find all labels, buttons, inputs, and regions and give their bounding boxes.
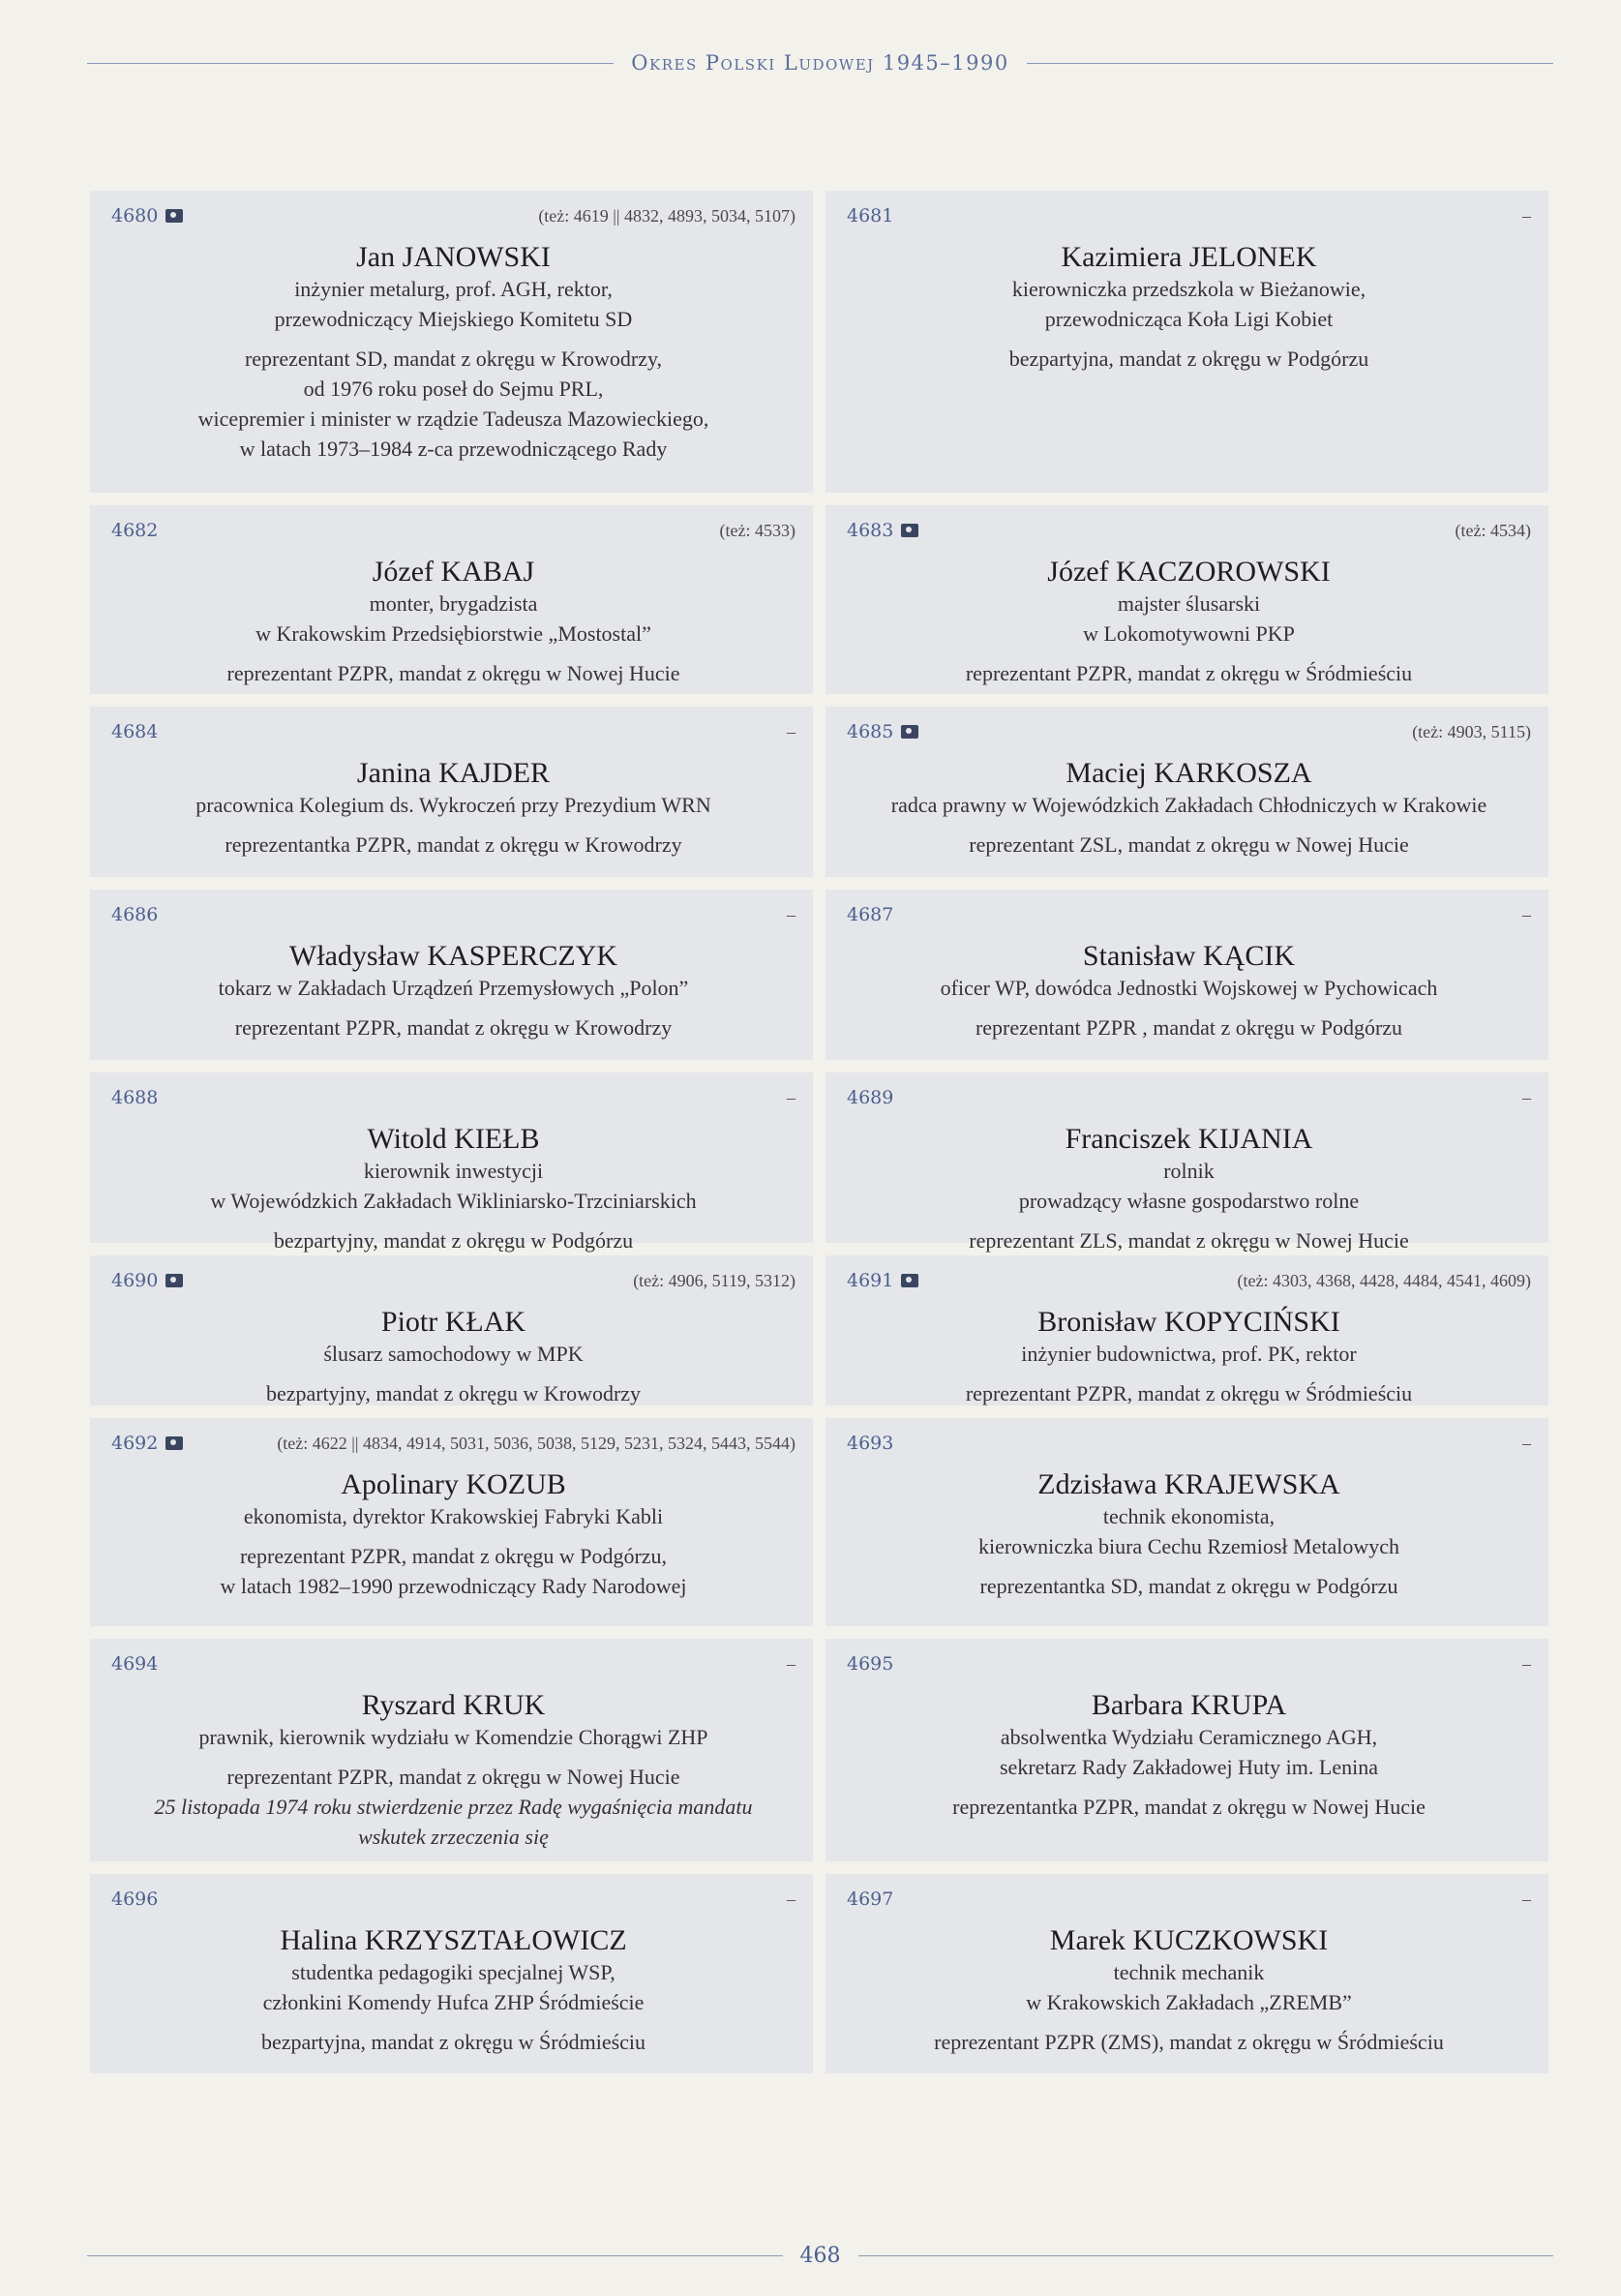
entry-cross-references: (też: 4622 || 4834, 4914, 5031, 5036, 5038, 5129, 5231, 5324, 5443, 5544) xyxy=(277,1433,795,1453)
entry-header xyxy=(847,720,1531,743)
mandate-line: w latach 1973–1984 z-ca przewodniczącego Rady xyxy=(239,437,668,461)
role-line: w Krakowskich Zakładach „ZREMB” xyxy=(1026,1990,1352,2014)
person-name: Zdzisława KRAJEWSKA xyxy=(1037,1468,1340,1500)
entry-card xyxy=(826,1255,1548,1405)
entry-number xyxy=(847,1270,918,1291)
role-line: ekonomista, dyrektor Krakowskiej Fabryki Kabli xyxy=(243,1504,664,1528)
page-number: 468 xyxy=(799,2243,841,2268)
entry-header xyxy=(111,1269,795,1292)
entry-number-text: 4690 xyxy=(111,1270,159,1291)
mandate-line: reprezentantka SD, mandat z okręgu w Podgórzu xyxy=(979,1574,1398,1598)
entry-number xyxy=(847,1433,893,1454)
spacer xyxy=(111,1752,795,1762)
entry-header xyxy=(111,519,795,542)
camera-icon xyxy=(901,1274,918,1287)
person-name: Władysław KASPERCZYK xyxy=(288,940,618,972)
entries-grid xyxy=(90,191,1548,2073)
header-rule-left xyxy=(87,63,614,64)
entry-card xyxy=(826,1418,1548,1626)
entry-number-text: 4687 xyxy=(847,904,894,925)
entry-number-text: 4681 xyxy=(847,205,894,227)
mandate-line: reprezentant PZPR, mandat z okręgu w Śródmieściu xyxy=(965,661,1413,685)
spacer xyxy=(111,820,795,830)
entry-number xyxy=(847,721,918,742)
entry-number xyxy=(111,904,158,925)
mandate-line: reprezentant PZPR, mandat z okręgu w Nowej Hucie xyxy=(226,661,680,685)
entry-header xyxy=(111,204,795,227)
entry-cross-references: (też: 4619 || 4832, 4893, 5034, 5107) xyxy=(538,205,795,226)
entry-number-text: 4691 xyxy=(847,1270,894,1291)
entry-cross-references: – xyxy=(787,1888,795,1909)
spacer xyxy=(847,1369,1531,1378)
entry-cross-references: (też: 4533) xyxy=(719,520,795,540)
entry-number-text: 4682 xyxy=(111,520,159,541)
role-line: prawnik, kierownik wydziału w Komendzie Chorągwi ZHP xyxy=(198,1725,708,1749)
entry-card xyxy=(90,890,813,1060)
mandate-line: reprezentant SD, mandat z okręgu w Krowodrzy, xyxy=(244,347,663,371)
entry-header xyxy=(847,1652,1531,1676)
entry-number xyxy=(847,904,893,925)
entry-header xyxy=(111,1888,795,1911)
entry-number-text: 4688 xyxy=(111,1087,159,1108)
spacer xyxy=(847,1782,1531,1792)
entry-number xyxy=(111,1653,158,1675)
mandate-line: reprezentant PZPR , mandat z okręgu w Podgórzu xyxy=(975,1015,1403,1040)
role-line: przewodniczący Miejskiego Komitetu SD xyxy=(274,307,633,331)
person-name: Maciej KARKOSZA xyxy=(1066,757,1312,789)
entry-cross-references: – xyxy=(1522,904,1531,924)
entry-card xyxy=(90,1639,813,1861)
person-name: Bronisław KOPYCIŃSKI xyxy=(1037,1306,1340,1338)
entry-cross-references: – xyxy=(787,721,795,741)
running-header-title: Okres Polski Ludowej 1945–1990 xyxy=(631,51,1009,75)
person-name: Halina KRZYSZTAŁOWICZ xyxy=(280,1924,627,1956)
entry-cross-references: (też: 4303, 4368, 4428, 4484, 4541, 4609) xyxy=(1237,1270,1531,1290)
entry-cross-references: – xyxy=(1522,1433,1531,1453)
person-name: Witold KIEŁB xyxy=(367,1123,540,1155)
spacer xyxy=(111,334,795,344)
role-line: monter, brygadzista xyxy=(369,591,538,616)
entry-number-text: 4697 xyxy=(847,1888,894,1910)
entry-number xyxy=(847,1087,893,1108)
entry-number-text: 4685 xyxy=(847,721,894,742)
entry-number xyxy=(111,1087,158,1108)
mandate-line: reprezentant ZLS, mandat z okręgu w Nowej Hucie xyxy=(969,1228,1409,1253)
camera-icon xyxy=(901,524,918,537)
role-line: absolwentka Wydziału Ceramicznego AGH, xyxy=(1000,1725,1378,1749)
person-name: Józef KACZOROWSKI xyxy=(1047,556,1331,588)
entry-number-text: 4684 xyxy=(111,721,159,742)
role-line: w Wojewódzkich Zakładach Wikliniarsko-Trzciniarskich xyxy=(210,1189,697,1213)
entry-card xyxy=(826,890,1548,1060)
entry-card xyxy=(826,1072,1548,1253)
entry-number-text: 4680 xyxy=(111,205,159,227)
entry-header xyxy=(847,204,1531,227)
entry-number xyxy=(111,1433,183,1454)
person-name: Ryszard KRUK xyxy=(361,1689,546,1721)
entry-cross-references: (też: 4534) xyxy=(1455,520,1531,540)
entry-number-text: 4686 xyxy=(111,904,159,925)
mandate-line: reprezentantka PZPR, mandat z okręgu w Krowodrzy xyxy=(225,832,682,857)
person-name: Stanisław KĄCIK xyxy=(1082,940,1296,972)
entry-card xyxy=(90,191,813,493)
mandate-line: bezpartyjny, mandat z okręgu w Krowodrzy xyxy=(265,1381,642,1405)
entry-card xyxy=(826,1874,1548,2073)
camera-icon xyxy=(165,1436,183,1450)
header-rule-right xyxy=(1027,63,1553,64)
entry-number xyxy=(111,721,158,742)
entry-number xyxy=(847,520,918,541)
running-header xyxy=(87,48,1553,77)
spacer xyxy=(847,1561,1531,1571)
mandate-line: w latach 1982–1990 przewodniczący Rady Narodowej xyxy=(220,1574,687,1598)
mandate-line: reprezentant PZPR (ZMS), mandat z okręgu w Śródmieściu xyxy=(934,2030,1444,2054)
spacer xyxy=(111,649,795,658)
entry-card xyxy=(90,505,813,694)
entry-header xyxy=(111,1432,795,1455)
entry-number xyxy=(111,1270,183,1291)
entry-number-text: 4693 xyxy=(847,1433,894,1454)
entry-card xyxy=(826,191,1548,493)
person-name: Jan JANOWSKI xyxy=(356,241,551,273)
note-line: 25 listopada 1974 roku stwierdzenie przez Radę wygaśnięcia mandatu xyxy=(154,1795,753,1819)
entry-header xyxy=(847,903,1531,926)
entry-cross-references: (też: 4903, 5115) xyxy=(1412,721,1531,741)
role-line: technik ekonomista, xyxy=(1102,1504,1276,1528)
entry-number-text: 4696 xyxy=(111,1888,159,1910)
entry-cross-references: – xyxy=(787,904,795,924)
person-name: Janina KAJDER xyxy=(356,757,551,789)
role-line: ślusarz samochodowy w MPK xyxy=(323,1342,584,1366)
role-line: pracownica Kolegium ds. Wykroczeń przy Prezydium WRN xyxy=(195,793,711,817)
mandate-line: bezpartyjna, mandat z okręgu w Podgórzu xyxy=(1008,347,1369,371)
note-line: wskutek zrzeczenia się xyxy=(358,1825,549,1849)
spacer xyxy=(111,1369,795,1378)
mandate-line: od 1976 roku poseł do Sejmu PRL, xyxy=(303,377,604,401)
entry-cross-references: – xyxy=(787,1087,795,1107)
role-line: oficer WP, dowódca Jednostki Wojskowej w Pychowicach xyxy=(940,976,1438,1000)
entry-cross-references: – xyxy=(1522,1653,1531,1674)
entry-header xyxy=(847,1888,1531,1911)
entry-cross-references: – xyxy=(787,1653,795,1674)
entry-header xyxy=(847,519,1531,542)
role-line: technik mechanik xyxy=(1113,1960,1265,1984)
entry-number-text: 4683 xyxy=(847,520,894,541)
role-line: studentka pedagogiki specjalnej WSP, xyxy=(291,1960,615,1984)
spacer xyxy=(847,1003,1531,1012)
mandate-line: reprezentant PZPR, mandat z okręgu w Krowodrzy xyxy=(234,1015,673,1040)
mandate-line: reprezentant PZPR, mandat z okręgu w Śródmieściu xyxy=(965,1381,1413,1405)
entry-header xyxy=(847,1086,1531,1109)
entry-number xyxy=(111,1888,158,1910)
mandate-line: bezpartyjny, mandat z okręgu w Podgórzu xyxy=(273,1228,634,1253)
spacer xyxy=(847,1216,1531,1225)
entry-cross-references: (też: 4906, 5119, 5312) xyxy=(633,1270,795,1290)
entry-header xyxy=(111,720,795,743)
person-name: Józef KABAJ xyxy=(372,556,535,588)
entry-number-text: 4695 xyxy=(847,1653,894,1675)
spacer xyxy=(111,1531,795,1541)
role-line: w Lokomotywowni PKP xyxy=(1083,621,1295,646)
spacer xyxy=(847,820,1531,830)
role-line: kierowniczka biura Cechu Rzemiosł Metalowych xyxy=(978,1534,1399,1558)
entry-number xyxy=(847,1888,893,1910)
entry-card xyxy=(90,1874,813,2073)
entry-header xyxy=(111,1086,795,1109)
entry-cross-references: – xyxy=(1522,205,1531,226)
page-footer xyxy=(87,2241,1553,2270)
mandate-line: wicepremier i minister w rządzie Tadeusza Mazowieckiego, xyxy=(197,407,709,431)
role-line: przewodnicząca Koła Ligi Kobiet xyxy=(1044,307,1334,331)
entry-card xyxy=(826,707,1548,877)
mandate-line: reprezentant PZPR, mandat z okręgu w Podgórzu, xyxy=(239,1544,668,1568)
entry-number xyxy=(111,205,183,227)
role-line: kierowniczka przedszkola w Bieżanowie, xyxy=(1011,277,1366,301)
entry-header xyxy=(847,1432,1531,1455)
entry-header xyxy=(111,903,795,926)
entry-card xyxy=(826,1639,1548,1861)
role-line: radca prawny w Wojewódzkich Zakładach Chłodniczych w Krakowie xyxy=(890,793,1487,817)
entry-number-text: 4694 xyxy=(111,1653,159,1675)
mandate-line: reprezentantka PZPR, mandat z okręgu w Nowej Hucie xyxy=(952,1795,1426,1819)
person-name: Barbara KRUPA xyxy=(1091,1689,1287,1721)
entry-card xyxy=(90,1418,813,1626)
entry-number-text: 4689 xyxy=(847,1087,894,1108)
camera-icon xyxy=(901,725,918,739)
mandate-line: bezpartyjna, mandat z okręgu w Śródmieściu xyxy=(260,2030,646,2054)
entry-card xyxy=(90,1072,813,1253)
role-line: tokarz w Zakładach Urządzeń Przemysłowych „Polon” xyxy=(218,976,689,1000)
person-name: Piotr KŁAK xyxy=(380,1306,526,1338)
person-name: Apolinary KOZUB xyxy=(341,1468,566,1500)
entry-cross-references: – xyxy=(1522,1888,1531,1909)
mandate-line: reprezentant PZPR, mandat z okręgu w Nowej Hucie xyxy=(226,1765,680,1789)
footer-rule-left xyxy=(87,2255,783,2256)
entry-cross-references: – xyxy=(1522,1087,1531,1107)
camera-icon xyxy=(165,1274,183,1287)
spacer xyxy=(111,1216,795,1225)
person-name: Franciszek KIJANIA xyxy=(1065,1123,1313,1155)
entry-header xyxy=(111,1652,795,1676)
entry-card xyxy=(90,707,813,877)
role-line: sekretarz Rady Zakładowej Huty im. Lenina xyxy=(1000,1755,1378,1779)
role-line: inżynier metalurg, prof. AGH, rektor, xyxy=(294,277,613,301)
spacer xyxy=(847,649,1531,658)
role-line: prowadzący własne gospodarstwo rolne xyxy=(1018,1189,1360,1213)
role-line: w Krakowskim Przedsiębiorstwie „Mostostal” xyxy=(255,621,651,646)
entry-card xyxy=(90,1255,813,1405)
camera-icon xyxy=(165,209,183,223)
role-line: rolnik xyxy=(1163,1159,1215,1183)
spacer xyxy=(847,334,1531,344)
role-line: majster ślusarski xyxy=(1117,591,1261,616)
entry-header xyxy=(847,1269,1531,1292)
role-line: członkini Komendy Hufca ZHP Śródmieście xyxy=(262,1990,645,2014)
mandate-line: reprezentant ZSL, mandat z okręgu w Nowej Hucie xyxy=(969,832,1409,857)
entry-number xyxy=(111,520,158,541)
spacer xyxy=(111,1003,795,1012)
role-line: inżynier budownictwa, prof. PK, rektor xyxy=(1021,1342,1357,1366)
role-line: kierownik inwestycji xyxy=(363,1159,544,1183)
entry-number xyxy=(847,205,893,227)
footer-rule-right xyxy=(858,2255,1554,2256)
person-name: Kazimiera JELONEK xyxy=(1061,241,1317,273)
entry-card xyxy=(826,505,1548,694)
spacer xyxy=(111,2017,795,2027)
spacer xyxy=(847,2017,1531,2027)
entry-number-text: 4692 xyxy=(111,1433,159,1454)
person-name: Marek KUCZKOWSKI xyxy=(1049,1924,1329,1956)
entry-number xyxy=(847,1653,893,1675)
